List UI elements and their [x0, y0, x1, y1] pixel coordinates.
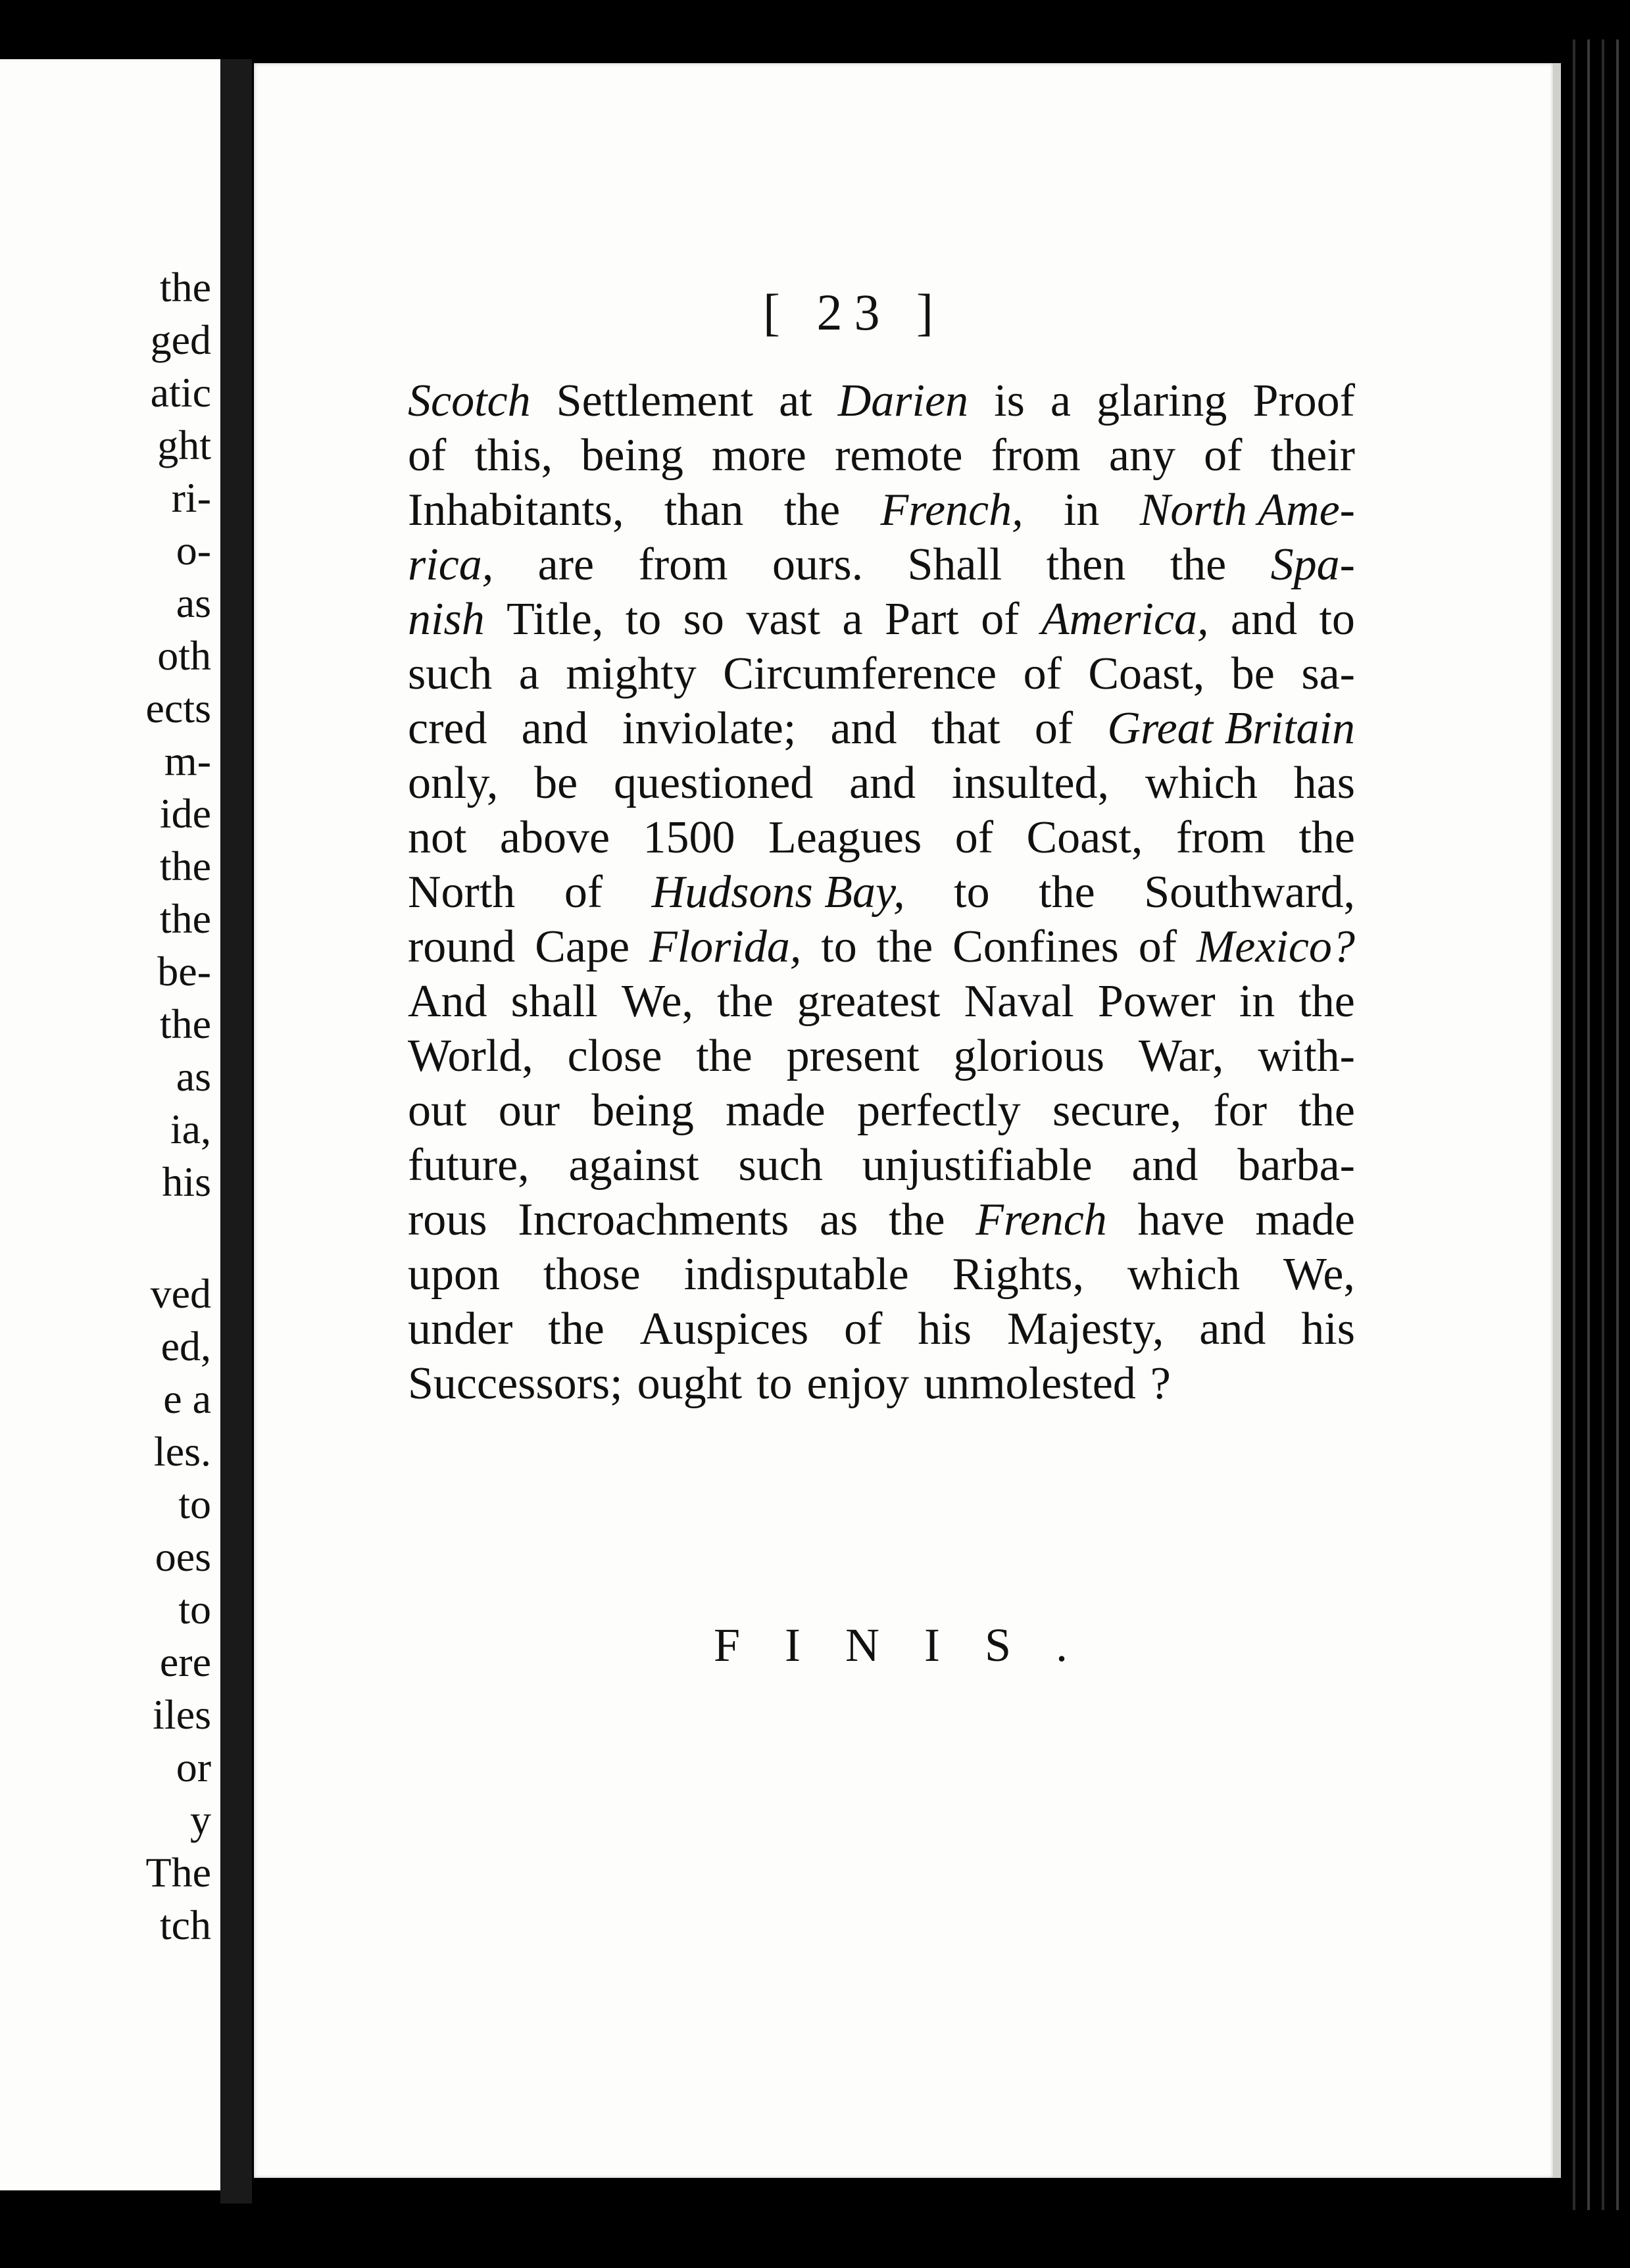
word: French,	[880, 485, 1024, 535]
word: French	[976, 1195, 1107, 1245]
facing-page-text: The	[145, 1849, 211, 1896]
word: Title,	[506, 594, 604, 645]
word: Successors;	[408, 1358, 623, 1409]
word: in	[1239, 976, 1275, 1027]
facing-page-text: the	[159, 264, 211, 310]
word: the	[1298, 812, 1355, 863]
word: for	[1213, 1085, 1268, 1136]
word: out	[408, 1085, 467, 1136]
word: Incroachments	[518, 1195, 789, 1245]
text-line	[408, 865, 1355, 920]
text-line	[408, 756, 1355, 810]
word: then	[1046, 539, 1126, 590]
word: a	[842, 594, 863, 645]
facing-page-text: the	[159, 1000, 211, 1047]
word: the	[696, 1031, 753, 1081]
word: of	[1034, 703, 1074, 754]
word: to	[1319, 594, 1355, 645]
word: insulted,	[951, 758, 1110, 808]
word: unjustifiable	[862, 1140, 1093, 1191]
word: Power	[1097, 976, 1216, 1027]
word: our	[498, 1085, 560, 1136]
facing-page-text: or	[176, 1744, 211, 1790]
facing-page-text: oes	[155, 1533, 211, 1580]
word: Inhabitants,	[408, 485, 624, 535]
facing-page-text: oth	[157, 632, 211, 679]
text-line	[408, 1029, 1355, 1083]
facing-page-text: y	[190, 1796, 211, 1843]
facing-page-text: to	[178, 1586, 211, 1633]
word: has	[1293, 758, 1355, 808]
word: the	[889, 1195, 945, 1245]
word: and	[1199, 1304, 1266, 1354]
facing-page-text: ved	[150, 1270, 211, 1317]
facing-page-text: m-	[164, 737, 211, 784]
facing-page-text: ects	[145, 685, 211, 731]
word: and	[849, 758, 916, 808]
word: Part	[885, 594, 959, 645]
word: nish	[408, 594, 485, 645]
word: present	[786, 1031, 920, 1081]
word: close	[567, 1031, 662, 1081]
text-line	[408, 1083, 1355, 1138]
word: shall	[510, 976, 598, 1027]
finis-heading: FINIS.	[714, 1619, 1113, 1671]
word: not	[408, 812, 467, 863]
facing-page-text: as	[176, 579, 211, 626]
word: indisputable	[683, 1249, 909, 1300]
word: so	[683, 594, 724, 645]
text-line	[408, 974, 1355, 1029]
facing-page-text: ght	[157, 422, 211, 468]
word: perfectly	[856, 1085, 1021, 1136]
facing-page-text: as	[176, 1053, 211, 1100]
word: Spa-	[1270, 539, 1355, 590]
word: ought	[637, 1358, 743, 1409]
word: ours.	[772, 539, 864, 590]
text-line	[408, 920, 1355, 974]
word: being	[581, 430, 683, 481]
word: at	[779, 376, 812, 426]
word: only,	[408, 758, 499, 808]
facing-page-text: ged	[150, 316, 211, 363]
word: Shall	[907, 539, 1002, 590]
facing-page-text: his	[162, 1158, 211, 1205]
word: rous	[408, 1195, 487, 1245]
word: their	[1270, 430, 1355, 481]
word: America,	[1041, 594, 1209, 645]
facing-page-text: ia,	[170, 1106, 211, 1152]
word: than	[664, 485, 744, 535]
word: We,	[1283, 1249, 1355, 1300]
facing-page-text: ere	[159, 1639, 211, 1685]
word: Leagues	[768, 812, 922, 863]
word: the	[1298, 976, 1355, 1027]
word: Cape	[535, 922, 630, 972]
word: the	[548, 1304, 605, 1354]
word: and	[1230, 594, 1298, 645]
word: the	[876, 922, 933, 972]
word: questioned	[614, 758, 814, 808]
word: under	[408, 1304, 513, 1354]
word: of	[844, 1304, 883, 1354]
facing-page-text: iles	[153, 1691, 211, 1738]
word: to	[625, 594, 662, 645]
word: Coast,	[1026, 812, 1143, 863]
word: being	[591, 1085, 694, 1136]
text-line	[408, 1193, 1355, 1247]
word: made	[726, 1085, 826, 1136]
word: Darien	[837, 376, 969, 426]
word: his	[918, 1304, 972, 1354]
word: to	[756, 1358, 793, 1409]
word: any	[1108, 430, 1175, 481]
word: the	[1170, 539, 1227, 590]
word: glorious	[953, 1031, 1104, 1081]
text-line	[408, 1247, 1355, 1302]
text-line	[408, 647, 1355, 701]
word: sa-	[1301, 649, 1355, 699]
text-line	[408, 428, 1355, 483]
facing-page-fragment	[0, 59, 220, 2190]
word: And	[408, 976, 487, 1027]
word: this,	[474, 430, 553, 481]
word: War,	[1138, 1031, 1224, 1081]
word: in	[1063, 485, 1100, 535]
word: that	[931, 703, 1000, 754]
facing-page-text: ri-	[171, 474, 211, 521]
word: of	[564, 867, 603, 918]
word: as	[820, 1195, 858, 1245]
facing-page-text: ide	[159, 790, 211, 837]
word: barba-	[1237, 1140, 1355, 1191]
word: Settlement	[556, 376, 754, 426]
facing-page-text: tch	[159, 1902, 211, 1948]
word: enjoy	[806, 1358, 910, 1409]
word: North Ame-	[1139, 485, 1355, 535]
word: the	[1298, 1085, 1355, 1136]
body-text	[408, 374, 1355, 1411]
text-line	[408, 592, 1355, 647]
word: Mexico?	[1196, 922, 1355, 972]
word: are	[537, 539, 595, 590]
word: cred	[408, 703, 487, 754]
text-line	[408, 537, 1355, 592]
word: World,	[408, 1031, 533, 1081]
word: Auspices	[639, 1304, 809, 1354]
word: a	[1050, 376, 1071, 426]
word: glaring	[1097, 376, 1227, 426]
word: Naval	[964, 976, 1074, 1027]
word: is	[994, 376, 1025, 426]
word: above	[499, 812, 610, 863]
word: Hudsons Bay,	[651, 867, 905, 918]
text-line	[408, 810, 1355, 865]
word: a	[518, 649, 539, 699]
word: the	[717, 976, 774, 1027]
facing-page-text: the	[159, 895, 211, 942]
word: We,	[622, 976, 694, 1027]
word: secure,	[1052, 1085, 1182, 1136]
word: Confines	[952, 922, 1119, 972]
word: 1500	[643, 812, 735, 863]
word: of	[408, 430, 447, 481]
word: and	[830, 703, 897, 754]
word: with-	[1258, 1031, 1355, 1081]
word: of	[1204, 430, 1243, 481]
word: round	[408, 922, 516, 972]
text-line	[408, 1138, 1355, 1193]
word: ?	[1150, 1358, 1171, 1409]
word: the	[1039, 867, 1095, 918]
word: rica,	[408, 539, 494, 590]
word: of	[981, 594, 1020, 645]
word: Rights,	[952, 1249, 1084, 1300]
text-line	[408, 1356, 1355, 1411]
word: future,	[408, 1140, 530, 1191]
book-gutter	[220, 59, 252, 2204]
word: to	[954, 867, 990, 918]
word: and	[521, 703, 588, 754]
word: Great Britain	[1107, 703, 1355, 754]
word: Scotch	[408, 376, 531, 426]
word: greatest	[797, 976, 941, 1027]
book-edge-stripes	[1561, 39, 1630, 2210]
word: from	[991, 430, 1081, 481]
word: inviolate;	[622, 703, 797, 754]
word: against	[568, 1140, 699, 1191]
word: Majesty,	[1006, 1304, 1164, 1354]
word: mighty	[566, 649, 697, 699]
page-edge	[1553, 63, 1561, 2178]
word: which	[1145, 758, 1258, 808]
word: upon	[408, 1249, 500, 1300]
word: to	[821, 922, 857, 972]
word: and	[1131, 1140, 1198, 1191]
word: from	[1175, 812, 1266, 863]
text-line	[408, 701, 1355, 756]
word: Southward,	[1144, 867, 1355, 918]
word: Proof	[1252, 376, 1355, 426]
word: such	[408, 649, 493, 699]
word: Circumference	[723, 649, 997, 699]
word: remote	[835, 430, 963, 481]
text-line	[408, 483, 1355, 537]
word: be	[1231, 649, 1275, 699]
word: his	[1301, 1304, 1355, 1354]
facing-page-text: les.	[153, 1428, 211, 1475]
word: have	[1137, 1195, 1225, 1245]
facing-page-text: o-	[176, 527, 211, 574]
word: vast	[746, 594, 821, 645]
word: from	[638, 539, 728, 590]
word: Florida,	[649, 922, 802, 972]
word: those	[543, 1249, 641, 1300]
facing-page-text: to	[178, 1481, 211, 1527]
word: the	[783, 485, 841, 535]
word: North	[408, 867, 516, 918]
word: of	[1138, 922, 1177, 972]
word: Coast,	[1088, 649, 1205, 699]
word: unmolested	[924, 1358, 1136, 1409]
facing-page-text: be-	[157, 948, 211, 995]
facing-page-text: atic	[150, 369, 211, 416]
facing-page-text: the	[159, 843, 211, 889]
page-number: [ 23 ]	[763, 284, 945, 341]
facing-page-text: ed,	[161, 1323, 211, 1369]
word: more	[712, 430, 806, 481]
word: made	[1255, 1195, 1355, 1245]
word: of	[1023, 649, 1062, 699]
text-line	[408, 1302, 1355, 1356]
word: of	[954, 812, 993, 863]
word: such	[738, 1140, 823, 1191]
text-line	[408, 374, 1355, 428]
word: which	[1127, 1249, 1240, 1300]
facing-page-text: e a	[163, 1375, 211, 1422]
word: be	[534, 758, 578, 808]
